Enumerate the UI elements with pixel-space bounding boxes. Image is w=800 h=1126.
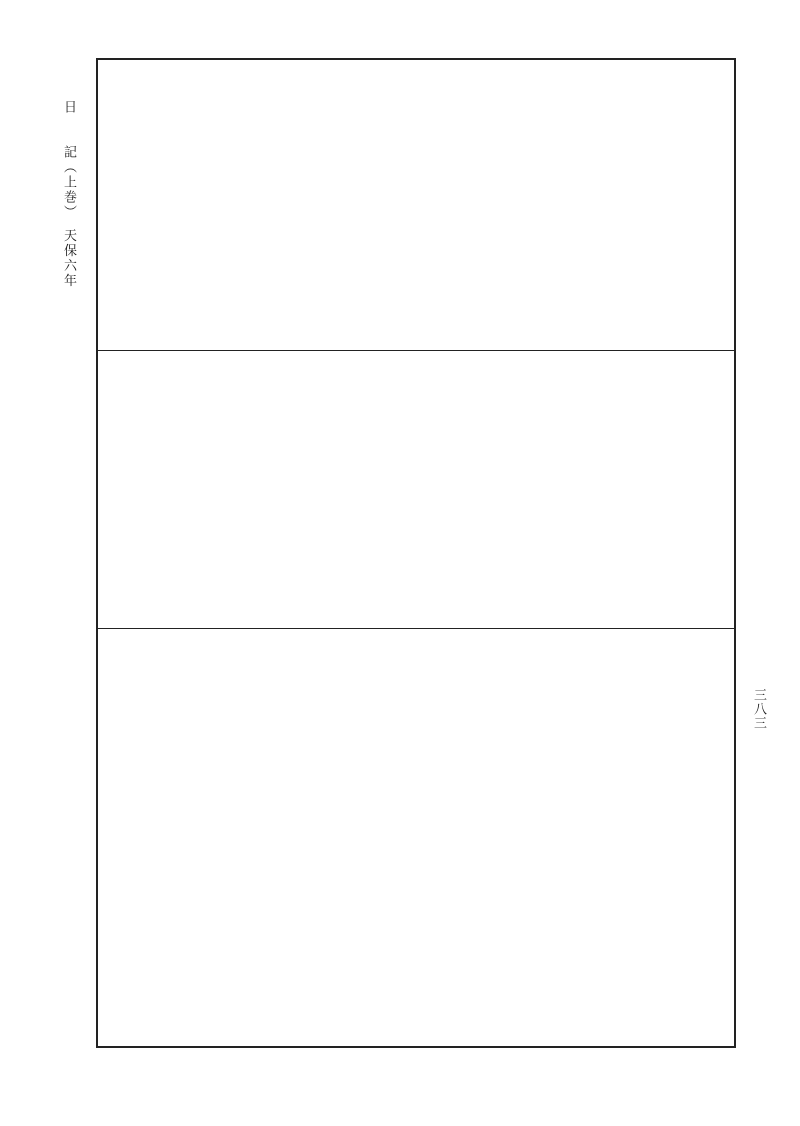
page-number: 三八三 [751,688,766,730]
running-title: 日 記（上巻） 天保六年 [61,100,76,289]
section-divider-upper [96,350,736,351]
section-divider-lower [96,628,736,629]
page-frame [96,58,736,1048]
